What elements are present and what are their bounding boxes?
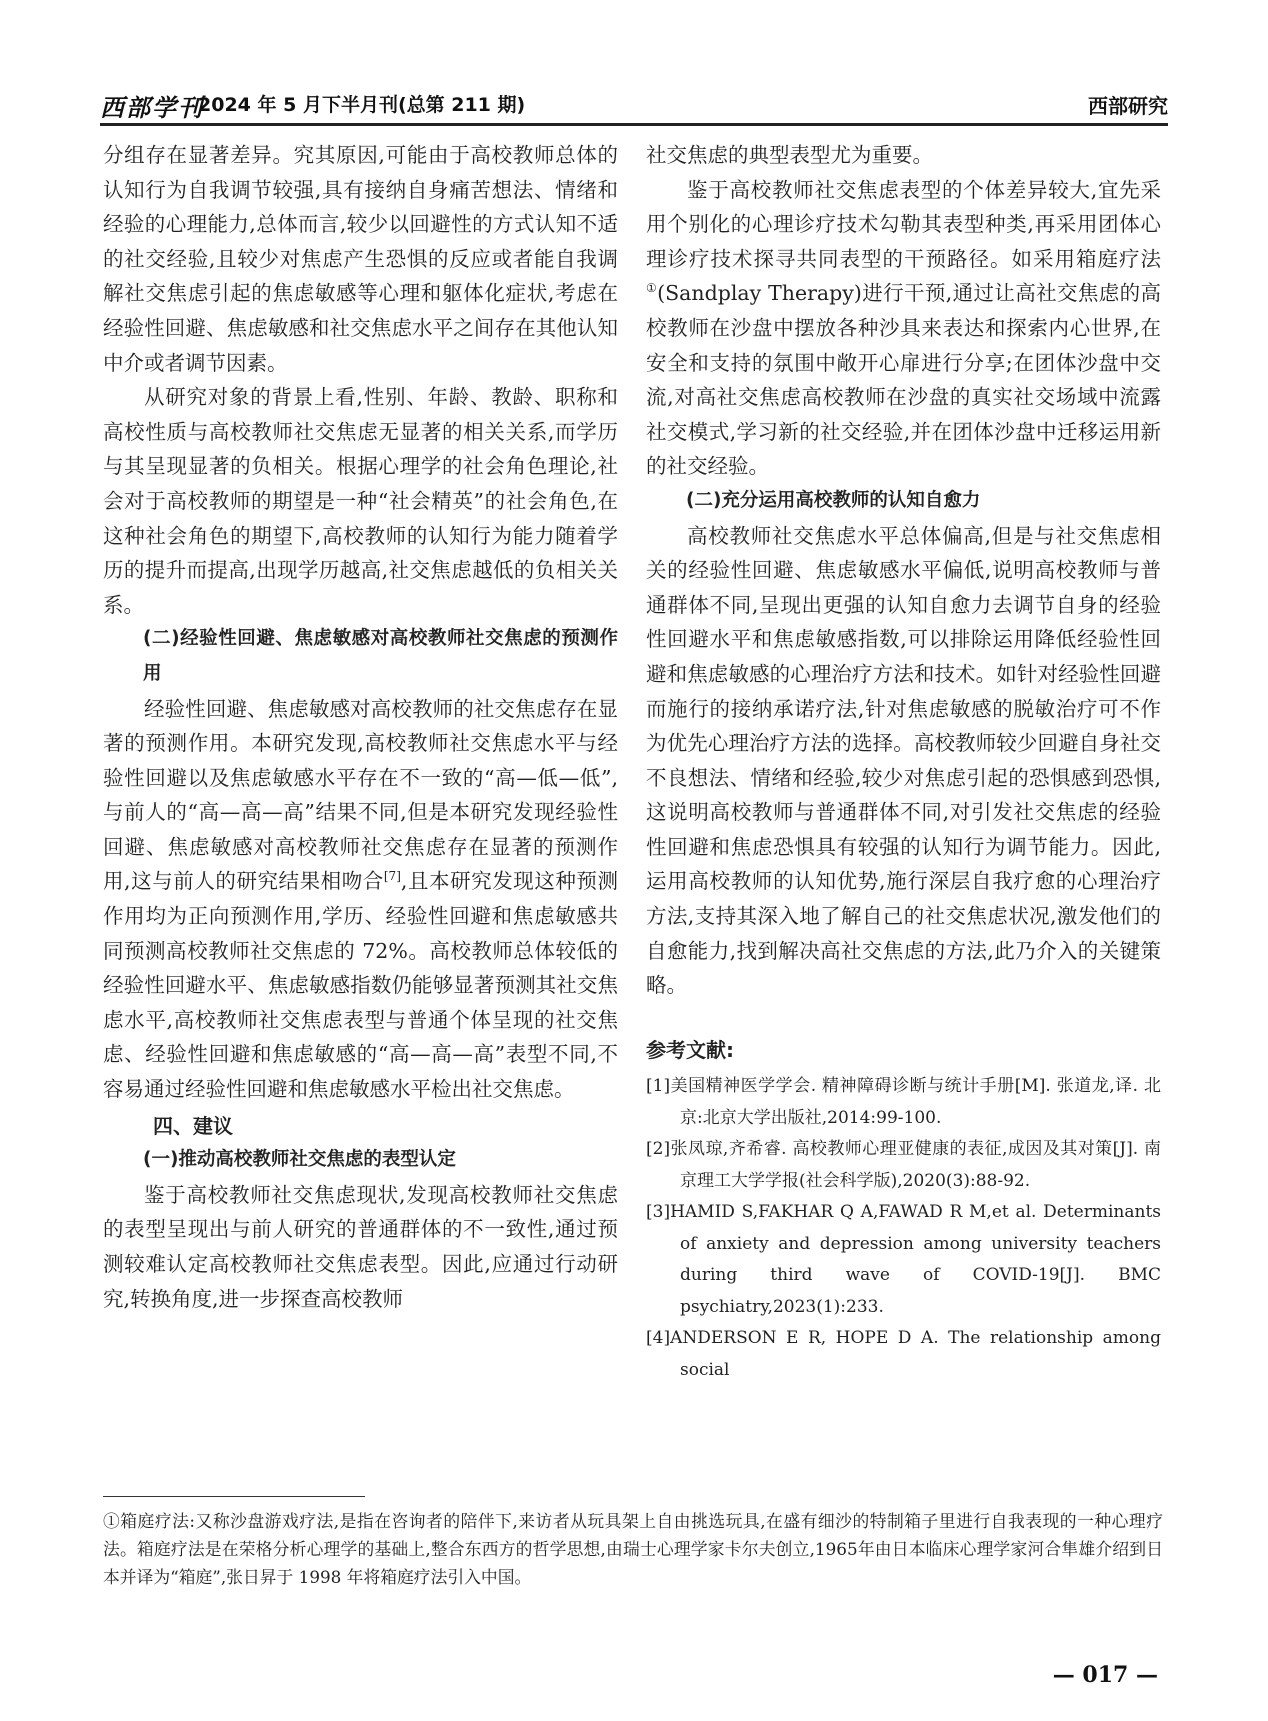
subsection-heading: (二)充分运用高校教师的认知自愈力	[686, 489, 981, 511]
page-header	[100, 82, 1168, 122]
paragraph: 社交焦虑的典型表型尤为重要。	[646, 143, 933, 167]
paragraph	[646, 173, 1161, 484]
paragraph-text: ,且本研究发现这种预测作用均为正向预测作用,学历、经验性回避和焦虑敏感共同预测高校教师社交焦虑的 72%。高校教师总体较低的经验性回避水平、焦虑敏感指数仍能够显著预测其社交焦虑水平,高校教师社交焦虑表型与普通个体呈现的社交焦虑、经验性回避和焦虑敏感的“高—高—高”表型不同,不容易通过经验性回避和焦虑敏感水平检出社交焦虑。	[103, 869, 618, 1102]
paragraph: 从研究对象的背景上看,性别、年龄、教龄、职称和高校性质与高校教师社交焦虑无显著的相关关系,而学历与其呈现显著的负相关。根据心理学的社会角色理论,社会对于高校教师的期望是一种“社会精英”的社会角色,在这种社会角色的期望下,高校教师的认知行为能力随着学历的提升而提高,出现学历越高,社交焦虑越低的负相关关系。	[103, 385, 618, 617]
reference-item: [3]HAMID S,FAKHAR Q A,FAWAD R M,et al. Determinants of anxiety and depression among university teachers during third wave of COVID-19[J]. BMC psychiatry,2023(1):233.	[646, 1202, 1161, 1317]
subsection-heading: (一)推动高校教师社交焦虑的表型认定	[143, 1149, 456, 1171]
paragraph-text: 经验性回避、焦虑敏感对高校教师的社交焦虑存在显著的预测作用。本研究发现,高校教师社交焦虑水平与经验性回避以及焦虑敏感水平存在不一致的“高—低—低”,与前人的“高—高—高”结果不同,但是本研究发现经验性回避、焦虑敏感对高校教师社交焦虑存在显著的预测作用,这与前人的研究结果相吻合	[103, 696, 618, 894]
paragraph: 分组存在显著差异。究其原因,可能由于高校教师总体的认知行为自我调节较强,具有接纳自身痛苦想法、情绪和经验的心理能力,总体而言,较少以回避性的方式认知不适的社交经验,且较少对焦虑产生恐惧的反应或者能自我调解社交焦虑引起的焦虑敏感等心理和躯体化症状,考虑在经验性回避、焦虑敏感和社交焦虑水平之间存在其他认知中介或者调节因素。	[103, 143, 618, 375]
references-heading: 参考文献:	[646, 1037, 734, 1062]
reference-item: [1]美国精神医学学会. 精神障碍诊断与统计手册[M]. 张道龙,译. 北京:北京大学出版社,2014:99-100.	[646, 1076, 1161, 1128]
issue-info: 2024 年 5 月下半月刊(总第 211 期)	[198, 94, 526, 116]
footnote-divider	[103, 1496, 365, 1497]
paragraph	[103, 692, 618, 1107]
footnote: ①箱庭疗法:又称沙盘游戏疗法,是指在咨询者的陪伴下,来访者从玩具架上自由挑选玩具,在盛有细沙的特制箱子里进行自我表现的一种心理疗法。箱庭疗法是在荣格分析心理学的基础上,整合东西方的哲学思想,由瑞士心理学家卡尔夫创立,1965年由日本临床心理学家河合隼雄介绍到日本并译为“箱庭”,张日昇于 1998 年将箱庭疗法引入中国。	[103, 1511, 1163, 1587]
page-number: — 017 —	[1052, 1662, 1158, 1688]
section-name: 西部研究	[1088, 94, 1168, 118]
journal-logo: 西部学刊	[100, 93, 204, 122]
paragraph: 鉴于高校教师社交焦虑现状,发现高校教师社交焦虑的表型呈现出与前人研究的普通群体的不一致性,通过预测较难认定高校教师社交焦虑表型。因此,应通过行动研究,转换角度,进一步探查高校教师	[103, 1182, 618, 1311]
footnote-mark: ①	[646, 281, 658, 296]
citation-mark: [7]	[383, 869, 401, 884]
right-column	[646, 138, 1161, 1386]
subsection-heading: (二)经验性回避、焦虑敏感对高校教师社交焦虑的预测作用	[143, 628, 618, 684]
paragraph: 高校教师社交焦虑水平总体偏高,但是与社交焦虑相关的经验性回避、焦虑敏感水平偏低,说明高校教师与普通群体不同,呈现出更强的认知自愈力去调节自身的经验性回避水平和焦虑敏感指数,可以排除运用降低经验性回避和焦虑敏感的心理治疗方法和技术。如针对经验性回避而施行的接纳承诺疗法,针对焦虑敏感的脱敏治疗可不作为优先心理治疗方法的选择。高校教师较少回避自身社交不良想法、情绪和经验,较少对焦虑引起的恐惧感到恐惧,这说明高校教师与普通群体不同,对引发社交焦虑的经验性回避和焦虑恐惧具有较强的认知行为调节能力。因此,运用高校教师的认知优势,施行深层自我疗愈的心理治疗方法,支持其深入地了解自己的社交焦虑状况,激发他们的自愈能力,找到解决高社交焦虑的方法,此乃介入的关键策略。	[646, 523, 1161, 998]
paragraph-text: (Sandplay Therapy)进行干预,通过让高社交焦虑的高校教师在沙盘中摆放各种沙具来表达和探索内心世界,在安全和支持的氛围中敞开心扉进行分享;在团体沙盘中交流,对高社交焦虑高校教师在沙盘的真实社交场域中流露社交模式,学习新的社交经验,并在团体沙盘中迁移运用新的社交经验。	[646, 281, 1161, 479]
left-column	[103, 138, 618, 1316]
header-divider	[100, 123, 1168, 126]
reference-item: [2]张凤琼,齐希睿. 高校教师心理亚健康的表征,成因及其对策[J]. 南京理工大学学报(社会科学版),2020(3):88-92.	[646, 1139, 1161, 1191]
reference-item: [4]ANDERSON E R, HOPE D A. The relationship among social	[646, 1328, 1161, 1380]
paragraph-text: 鉴于高校教师社交焦虑表型的个体差异较大,宜先采用个别化的心理诊疗技术勾勒其表型种类,再采用团体心理诊疗技术探寻共同表型的干预路径。如采用箱庭疗法	[646, 177, 1161, 271]
section-heading: 四、建议	[153, 1113, 233, 1138]
